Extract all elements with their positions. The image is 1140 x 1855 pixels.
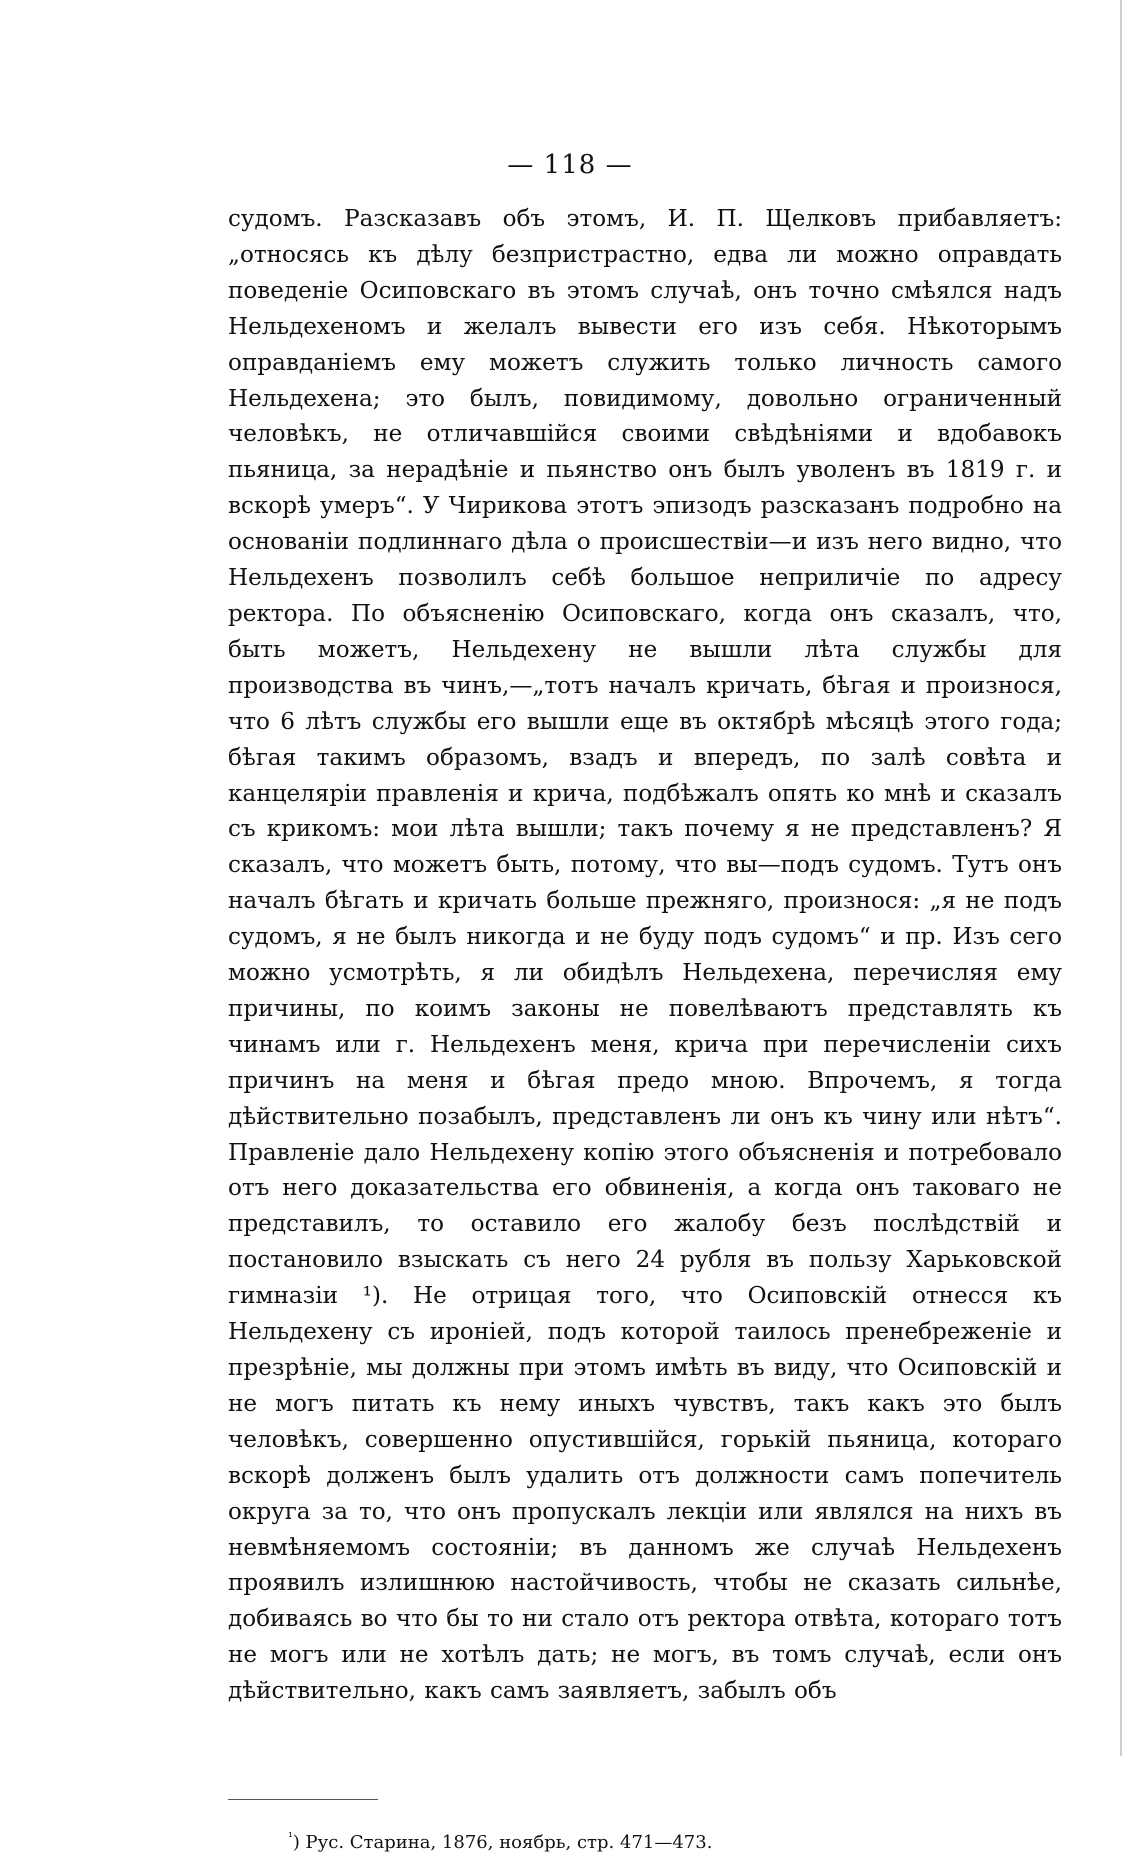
page-edge-line [1120, 0, 1122, 1756]
footnote-separator [228, 1799, 378, 1800]
page-number: — 118 — [507, 150, 633, 180]
footnote-marker: ¹ [288, 1830, 293, 1844]
footnote-text: ) Рус. Старина, 1876, ноябрь, стр. 471—473. [292, 1832, 713, 1853]
footnote [288, 1825, 712, 1855]
body-paragraph: судомъ. Разсказавъ объ этомъ, И. П. Щелковъ прибавляетъ: „относясь къ дѣлу безпристрастно, едва ли можно оправдать поведеніе Осиповскаго въ этомъ случаѣ, онъ точно смѣялся надъ Нельдехеномъ и желалъ вывести его изъ себя. Нѣкоторымъ оправданіемъ ему можетъ служить только личность самого Нельдехена; это былъ, повидимому, довольно ограниченный человѣкъ, не отличавшійся своими свѣдѣніями и вдобавокъ пьяница, за нерадѣніе и пьянство онъ былъ уволенъ въ 1819 г. и вскорѣ умеръ“. У Чирикова этотъ эпизодъ разсказанъ подробно на основаніи подлиннаго дѣла о происшествіи—и изъ него видно, что Нельдехенъ позволилъ себѣ большое неприличіе по адресу ректора. По объясненію Осиповскаго, когда онъ сказалъ, что, быть можетъ, Нельдехену не вышли лѣта службы для производства въ чинъ,—„тотъ началъ кричать, бѣгая и произнося, что 6 лѣтъ службы его вышли еще въ октябрѣ мѣсяцѣ этого года; бѣгая такимъ образомъ, взадъ и впередъ, по залѣ совѣта и канцеляріи правленія и крича, подбѣжалъ опять ко мнѣ и сказалъ съ крикомъ: мои лѣта вышли; такъ почему я не представленъ? Я сказалъ, что можетъ быть, потому, что вы—подъ судомъ. Тутъ онъ началъ бѣгать и кричать больше прежняго, произнося: „я не подъ судомъ, я не былъ никогда и не буду подъ судомъ“ и пр. Изъ сего можно усмотрѣть, я ли обидѣлъ Нельдехена, перечисляя ему причины, по коимъ законы не повелѣваютъ представлять къ чинамъ или г. Нельдехенъ меня, крича при перечисленіи сихъ причинъ на меня и бѣгая предо мною. Впрочемъ, я тогда дѣйствительно позабылъ, представленъ ли онъ къ чину или нѣтъ“. Правленіе дало Нельдехену копію этого объясненія и потребовало отъ него доказательства его обвиненія, а когда онъ таковаго не представилъ, то оставило его жалобу безъ послѣдствій и постановило взыскать съ него 24 рубля въ пользу Харьковской гимназіи ¹). Не отрицая того, что Осиповскій отнесся къ Нельдехену съ ироніей, подъ которой таилось пренебреженіе и презрѣніе, мы должны при этомъ имѣть въ виду, что Осиповскій и не могъ питать къ нему иныхъ чувствъ, такъ какъ это былъ человѣкъ, совершенно опустившійся, горькій пьяница, котораго вскорѣ долженъ былъ удалить отъ должности самъ попечитель округа за то, что онъ пропускалъ лекціи или являлся на нихъ въ невмѣняемомъ состояніи; въ данномъ же случаѣ Нельдехенъ проявилъ излишнюю настойчивость, чтобы не сказать сильнѣе, добиваясь во что бы то ни стало отъ ректора отвѣта, котораго тотъ не могъ или не хотѣлъ дать; не могъ, въ томъ случаѣ, если онъ дѣйствительно, какъ самъ заявляетъ, забылъ объ [228, 206, 1062, 1705]
